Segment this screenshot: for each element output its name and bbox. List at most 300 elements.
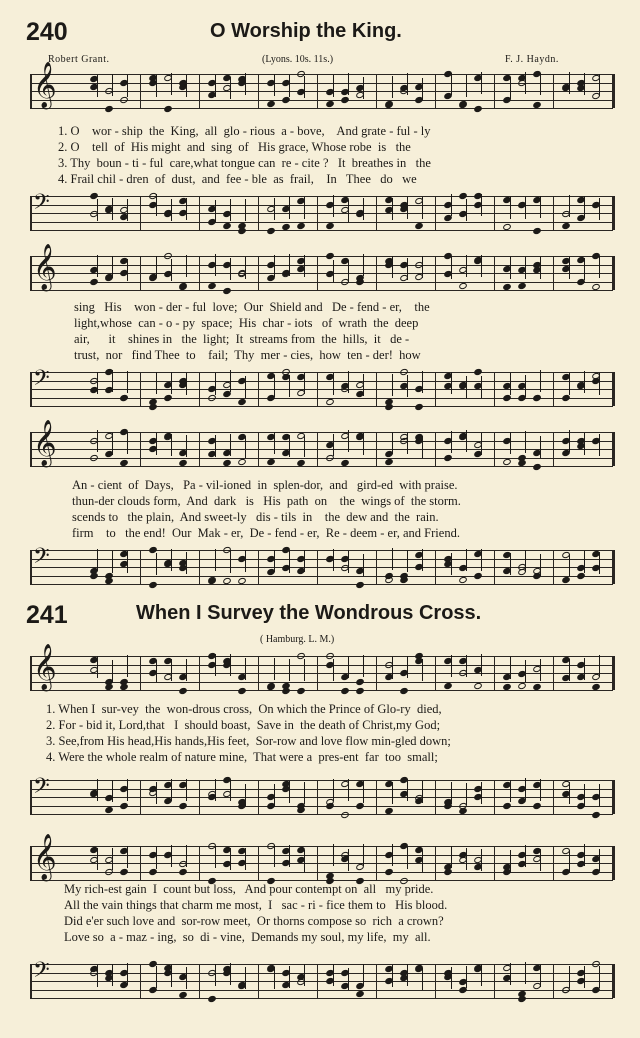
- note-stem: [186, 435, 187, 457]
- barline: [30, 550, 32, 584]
- verse-line-1: sing His won - der - ful love; Our Shield and De - fend - er, the: [74, 300, 430, 314]
- note-stem: [525, 431, 526, 453]
- note-head: [355, 802, 365, 810]
- note-head: [178, 687, 188, 695]
- note-stem: [422, 781, 423, 803]
- note-stem: [481, 654, 482, 676]
- note-stem: [97, 75, 98, 97]
- note-head: [561, 576, 571, 584]
- note-stem: [333, 779, 334, 801]
- treble-staff: [30, 420, 613, 466]
- barline: [199, 780, 200, 814]
- barline: [376, 550, 377, 584]
- note-stem: [525, 778, 526, 800]
- note-head: [325, 398, 335, 406]
- barline: [199, 550, 200, 584]
- note-head: [502, 802, 512, 810]
- note-stem: [599, 849, 600, 871]
- hymn-tune-240: (Lyons. 10s. 11s.): [262, 54, 334, 65]
- note-stem: [392, 432, 393, 454]
- barline: [199, 964, 200, 998]
- note-stem: [422, 197, 423, 219]
- note-stem: [171, 779, 172, 801]
- note-stem: [584, 844, 585, 866]
- note-stem: [127, 432, 128, 454]
- note-stem: [274, 550, 275, 572]
- note-head: [207, 995, 217, 1003]
- note-stem: [171, 372, 172, 394]
- note-stem: [289, 781, 290, 803]
- bass-clef-icon: 𝄢: [33, 366, 50, 396]
- treble-clef-icon: 𝄞: [33, 62, 57, 108]
- treble-clef-icon: 𝄞: [33, 420, 57, 466]
- note-stem: [274, 198, 275, 220]
- barline: [30, 256, 32, 290]
- verse-line-1: 1. O wor - ship the King, all glo - rious a - bove, And grate - ful - ly: [58, 124, 431, 138]
- barline: [553, 432, 554, 466]
- note-stem: [584, 784, 585, 806]
- note-stem: [481, 549, 482, 571]
- note-stem: [171, 549, 172, 571]
- note-head: [561, 222, 571, 230]
- barline: [140, 74, 141, 108]
- note-stem: [215, 549, 216, 571]
- treble-staff: [30, 244, 613, 290]
- barline: [376, 780, 377, 814]
- note-stem: [348, 430, 349, 452]
- note-stem: [451, 846, 452, 868]
- staff-line: [30, 466, 613, 467]
- note-stem: [230, 551, 231, 573]
- note-head: [532, 802, 542, 810]
- verse-line-1: My rich-est gain I count but loss, And pour contempt on all my pride.: [64, 882, 434, 896]
- barline: [494, 256, 495, 290]
- barline: [30, 964, 32, 998]
- note-head: [178, 802, 188, 810]
- note-head: [502, 458, 512, 466]
- note-stem: [304, 550, 305, 572]
- barline: [494, 550, 495, 584]
- barline: [30, 74, 32, 108]
- barline: [553, 256, 554, 290]
- barline: [30, 432, 32, 466]
- note-stem: [599, 966, 600, 988]
- staff-line: [30, 814, 613, 815]
- note-stem: [112, 370, 113, 392]
- note-stem: [97, 199, 98, 221]
- note-stem: [274, 74, 275, 96]
- barline: [258, 964, 259, 998]
- barline: [435, 256, 436, 290]
- hymn-author-240: Robert Grant.: [48, 54, 110, 65]
- note-stem: [481, 194, 482, 216]
- hymn-number-241: 241: [26, 601, 68, 629]
- note-stem: [348, 371, 349, 393]
- note-head: [325, 100, 335, 108]
- note-stem: [510, 77, 511, 99]
- note-stem: [540, 965, 541, 987]
- note-stem: [540, 849, 541, 871]
- note-stem: [171, 199, 172, 221]
- note-stem: [422, 968, 423, 990]
- note-stem: [584, 73, 585, 95]
- note-stem: [569, 850, 570, 872]
- note-head: [237, 687, 247, 695]
- note-stem: [348, 968, 349, 990]
- note-head: [517, 282, 527, 290]
- barline: [612, 196, 615, 230]
- note-stem: [186, 198, 187, 220]
- note-stem: [451, 655, 452, 677]
- staff-line: [30, 656, 613, 657]
- note-stem: [481, 376, 482, 398]
- barline: [494, 780, 495, 814]
- note-stem: [569, 782, 570, 804]
- note-stem: [422, 549, 423, 571]
- note-stem: [333, 260, 334, 282]
- note-stem: [569, 72, 570, 94]
- note-stem: [466, 75, 467, 97]
- note-stem: [348, 260, 349, 282]
- note-stem: [569, 430, 570, 452]
- note-stem: [525, 845, 526, 867]
- bass-clef-icon: 𝄢: [33, 544, 50, 574]
- note-stem: [97, 779, 98, 801]
- note-stem: [466, 655, 467, 677]
- verse-line-2: light,whose can - o - py space; His char - iots of wrath the deep: [74, 316, 419, 330]
- note-stem: [156, 966, 157, 988]
- note-stem: [97, 372, 98, 394]
- note-stem: [156, 433, 157, 455]
- note-stem: [392, 782, 393, 804]
- note-stem: [333, 373, 334, 395]
- note-stem: [510, 257, 511, 279]
- note-stem: [304, 372, 305, 394]
- note-head: [458, 576, 468, 584]
- note-stem: [407, 656, 408, 678]
- barline: [317, 964, 318, 998]
- note-stem: [245, 199, 246, 221]
- treble-clef-icon: 𝄞: [33, 644, 57, 690]
- verse-line-3: 3. Thy boun - ti - ful care,what tongue can re - cite ? It breathes in the: [58, 156, 431, 170]
- note-head: [561, 394, 571, 402]
- note-stem: [407, 779, 408, 801]
- note-stem: [481, 964, 482, 986]
- note-stem: [363, 554, 364, 576]
- note-stem: [171, 259, 172, 281]
- barline: [435, 846, 436, 880]
- note-stem: [510, 850, 511, 872]
- note-stem: [289, 435, 290, 457]
- note-head: [355, 678, 365, 686]
- note-stem: [186, 659, 187, 681]
- note-stem: [363, 655, 364, 677]
- note-stem: [230, 258, 231, 280]
- barline: [140, 256, 141, 290]
- note-stem: [230, 654, 231, 676]
- barline: [258, 780, 259, 814]
- barline: [317, 74, 318, 108]
- note-head: [119, 96, 129, 104]
- note-stem: [348, 73, 349, 95]
- note-stem: [156, 75, 157, 97]
- note-stem: [186, 967, 187, 989]
- note-stem: [156, 256, 157, 278]
- note-head: [399, 687, 409, 695]
- note-stem: [230, 77, 231, 99]
- note-head: [473, 368, 483, 376]
- verse-line-1: An - cient of Days, Pa - vil-ioned in splen-dor, and gird-ed with praise.: [72, 478, 458, 492]
- note-stem: [274, 845, 275, 867]
- note-stem: [422, 78, 423, 100]
- barline: [258, 846, 259, 880]
- note-head: [119, 802, 129, 810]
- note-stem: [186, 255, 187, 277]
- note-head: [207, 394, 217, 402]
- note-stem: [245, 658, 246, 680]
- note-stem: [466, 199, 467, 221]
- barline: [612, 550, 615, 584]
- note-head: [119, 394, 129, 402]
- staff-line: [30, 806, 613, 807]
- note-head: [237, 398, 247, 406]
- barline: [612, 846, 615, 880]
- note-stem: [230, 370, 231, 392]
- note-stem: [245, 784, 246, 806]
- barline: [435, 964, 436, 998]
- note-stem: [274, 658, 275, 680]
- note-stem: [422, 371, 423, 393]
- barline: [376, 372, 377, 406]
- barline: [553, 780, 554, 814]
- note-head: [502, 394, 512, 402]
- note-stem: [289, 966, 290, 988]
- note-stem: [274, 255, 275, 277]
- note-stem: [540, 73, 541, 95]
- note-head: [384, 403, 394, 411]
- note-stem: [451, 431, 452, 453]
- note-head: [222, 287, 232, 295]
- staff-line: [30, 872, 613, 873]
- staff-line: [30, 880, 613, 881]
- bass-staff: [30, 366, 613, 406]
- note-stem: [540, 554, 541, 576]
- note-stem: [215, 373, 216, 395]
- note-stem: [466, 549, 467, 571]
- note-stem: [481, 72, 482, 94]
- note-head: [325, 252, 335, 260]
- verse-line-3: air, it shines in the light; It streams from the hills, it de -: [74, 332, 410, 346]
- barline: [140, 550, 141, 584]
- note-head: [443, 868, 453, 876]
- verse-line-3: Did e'er such love and sor-row meet, Or thorns compose so rich a crown?: [64, 914, 444, 928]
- note-stem: [230, 779, 231, 801]
- note-stem: [392, 198, 393, 220]
- note-stem: [127, 655, 128, 677]
- note-stem: [186, 373, 187, 395]
- note-head: [89, 454, 99, 462]
- note-head: [281, 96, 291, 104]
- note-stem: [392, 374, 393, 396]
- note-stem: [407, 375, 408, 397]
- note-head: [119, 868, 129, 876]
- note-stem: [510, 657, 511, 679]
- note-stem: [112, 780, 113, 802]
- note-stem: [392, 548, 393, 570]
- note-stem: [392, 657, 393, 679]
- hymn-title-241: When I Survey the Wondrous Cross.: [136, 602, 482, 624]
- barline: [553, 196, 554, 230]
- note-stem: [466, 966, 467, 988]
- note-stem: [215, 435, 216, 457]
- verse-line-1: 1. When I sur-vey the won-drous cross, On which the Prince of Glo-ry died,: [46, 702, 442, 716]
- note-stem: [112, 964, 113, 986]
- note-stem: [127, 259, 128, 281]
- note-stem: [156, 194, 157, 216]
- note-head: [532, 394, 542, 402]
- note-stem: [333, 844, 334, 866]
- note-stem: [422, 256, 423, 278]
- barline: [30, 372, 32, 406]
- note-stem: [348, 551, 349, 573]
- hymn-title-240: O Worship the King.: [210, 20, 402, 42]
- note-head: [296, 222, 306, 230]
- barline: [612, 372, 615, 406]
- note-stem: [97, 965, 98, 987]
- note-stem: [451, 257, 452, 279]
- note-head: [532, 463, 542, 471]
- verse-line-3: 3. See,from His head,His hands,His feet, Sor-row and love flow min-gled down;: [46, 734, 451, 748]
- note-stem: [215, 779, 216, 801]
- note-stem: [215, 654, 216, 676]
- note-stem: [363, 198, 364, 220]
- note-stem: [215, 846, 216, 868]
- note-stem: [510, 373, 511, 395]
- barline: [553, 372, 554, 406]
- note-stem: [599, 74, 600, 96]
- note-stem: [525, 550, 526, 572]
- note-stem: [112, 551, 113, 573]
- note-stem: [599, 655, 600, 677]
- note-stem: [304, 659, 305, 681]
- note-stem: [333, 195, 334, 217]
- note-stem: [584, 371, 585, 393]
- barline: [140, 196, 141, 230]
- note-stem: [127, 371, 128, 393]
- barline: [199, 74, 200, 108]
- note-head: [178, 868, 188, 876]
- note-stem: [540, 779, 541, 801]
- note-stem: [127, 75, 128, 97]
- note-stem: [274, 375, 275, 397]
- note-stem: [304, 435, 305, 457]
- note-head: [443, 454, 453, 462]
- verse-line-4: Love so a - maz - ing, so di - vine, Demands my soul, my life, my all.: [64, 930, 431, 944]
- note-stem: [481, 849, 482, 871]
- note-stem: [186, 75, 187, 97]
- note-stem: [363, 433, 364, 455]
- note-stem: [304, 76, 305, 98]
- note-head: [355, 581, 365, 589]
- barline: [317, 372, 318, 406]
- barline: [199, 846, 200, 880]
- barline: [612, 74, 615, 108]
- note-stem: [245, 257, 246, 279]
- note-head: [281, 687, 291, 695]
- note-stem: [112, 198, 113, 220]
- verse-line-4: 4. Frail chil - dren of dust, and fee - ble as frail, In Thee do we: [58, 172, 417, 186]
- barline: [376, 432, 377, 466]
- barline: [317, 550, 318, 584]
- note-stem: [407, 964, 408, 986]
- note-head: [89, 572, 99, 580]
- barline: [494, 372, 495, 406]
- note-head: [237, 458, 247, 466]
- verse-line-2: All the vain things that charm me most, I sac - ri - fice them to His blood.: [64, 898, 448, 912]
- note-stem: [481, 255, 482, 277]
- note-head: [355, 990, 365, 998]
- note-head: [222, 222, 232, 230]
- note-stem: [245, 73, 246, 95]
- bass-staff: [30, 774, 613, 814]
- staff-line: [30, 584, 613, 585]
- note-stem: [289, 845, 290, 867]
- note-stem: [274, 432, 275, 454]
- note-stem: [569, 554, 570, 576]
- barline: [317, 780, 318, 814]
- barline: [435, 432, 436, 466]
- barline: [30, 846, 32, 880]
- note-stem: [215, 200, 216, 222]
- note-head: [296, 687, 306, 695]
- note-head: [532, 227, 542, 235]
- note-stem: [422, 850, 423, 872]
- barline: [199, 656, 200, 690]
- note-stem: [584, 551, 585, 573]
- note-stem: [407, 258, 408, 280]
- note-stem: [363, 964, 364, 986]
- bass-clef-icon: 𝄢: [33, 958, 50, 988]
- note-stem: [304, 197, 305, 219]
- note-stem: [171, 965, 172, 987]
- barline: [494, 432, 495, 466]
- barline: [199, 372, 200, 406]
- note-stem: [215, 75, 216, 97]
- verse-line-2: 2. For - bid it, Lord,that I should boast, Save in the death of Christ,my God;: [46, 718, 441, 732]
- note-stem: [289, 375, 290, 397]
- note-stem: [540, 370, 541, 392]
- note-stem: [333, 964, 334, 986]
- barline: [317, 256, 318, 290]
- note-head: [414, 222, 424, 230]
- note-stem: [363, 77, 364, 99]
- note-stem: [333, 434, 334, 456]
- note-stem: [407, 550, 408, 572]
- barline: [376, 256, 377, 290]
- verse-line-2: 2. O tell of His might and sing of His grace, Whose robe is the: [58, 140, 411, 154]
- note-stem: [230, 848, 231, 870]
- note-stem: [304, 964, 305, 986]
- note-stem: [540, 196, 541, 218]
- note-stem: [333, 75, 334, 97]
- note-stem: [392, 844, 393, 866]
- barline: [494, 846, 495, 880]
- note-stem: [525, 72, 526, 94]
- note-stem: [466, 255, 467, 277]
- note-stem: [97, 549, 98, 571]
- barline: [494, 196, 495, 230]
- note-head: [414, 403, 424, 411]
